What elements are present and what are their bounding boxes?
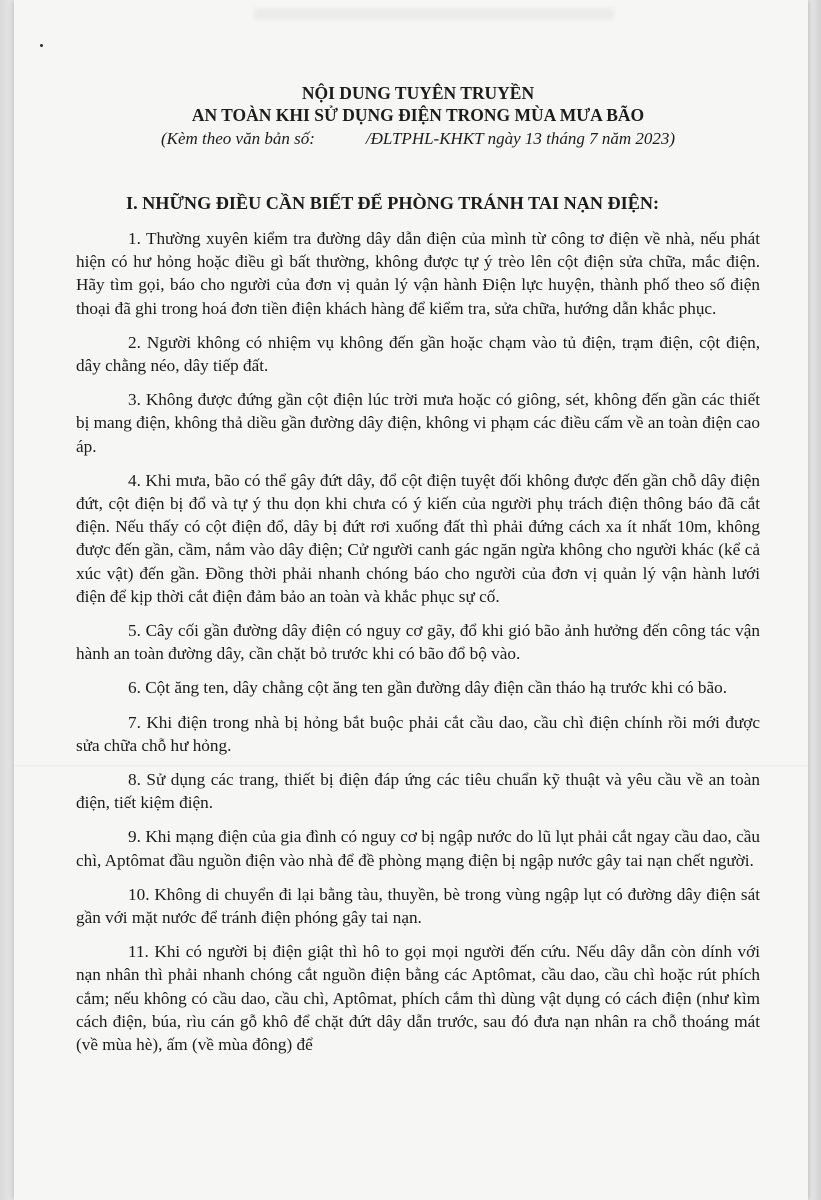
document-title-line2: AN TOÀN KHI SỬ DỤNG ĐIỆN TRONG MÙA MƯA BÃO bbox=[191, 105, 645, 125]
item-list bbox=[76, 227, 760, 1056]
list-item: 4. Khi mưa, bão có thể gây đứt dây, đổ cột điện tuyệt đối không được đến gần chỗ dây điện đứt, cột điện bị đổ và tự ý thu dọn khi chưa có ý kiến của người phụ trách điện thông báo đã cắt điện. Nếu thấy có cột điện đổ, dây bị đứt rơi xuống đất thì phải đứng cách xa ít nhất 10m, không được đến gần, cầm, nắm vào dây điện; Cử người canh gác ngăn ngừa không cho người khác (kể cả xúc vật) đến gần. Đồng thời phải nhanh chóng báo cho người của đơn vị quản lý vận hành lưới điện để kịp thời cắt điện đảm bảo an toàn và khắc phục sự cố. bbox=[76, 470, 760, 606]
list-item: 6. Cột ăng ten, dây chằng cột ăng ten gần đường dây điện cần tháo hạ trước khi có bão. bbox=[128, 678, 728, 698]
section-heading: I. NHỮNG ĐIỀU CẦN BIẾT ĐỂ PHÒNG TRÁNH TAI NẠN ĐIỆN: bbox=[126, 193, 660, 213]
list-item: 10. Không di chuyển đi lại bằng tàu, thuyền, bè trong vùng ngập lụt có đường dây điện sát gần với mặt nước để tránh điện phóng gây tai nạn. bbox=[76, 884, 760, 928]
list-item: 1. Thường xuyên kiểm tra đường dây dẫn điện của mình từ công tơ điện về nhà, nếu phát hiện có hư hỏng hoặc điều gì bất thường, không được tự ý trèo lên cột điện sửa chữa, mắc điện. Hãy tìm gọi, báo cho người của đơn vị quản lý vận hành Điện lực huyện, thành phố theo số điện thoại đã ghi trong hoá đơn tiền điện khách hàng để kiểm tra, sửa chữa, hướng dẫn khắc phục. bbox=[76, 229, 760, 318]
document-title-line1: NỘI DUNG TUYÊN TRUYỀN bbox=[301, 83, 535, 103]
paper-bleed-through bbox=[254, 8, 614, 20]
list-item: 9. Khi mạng điện của gia đình có nguy cơ bị ngập nước do lũ lụt phải cắt ngay cầu dao, cầu chì, Aptômat đầu nguồn điện vào nhà để đề phòng mạng điện bị ngập nước gây tai nạn chết người. bbox=[76, 827, 760, 870]
list-item: 3. Không được đứng gần cột điện lúc trời mưa hoặc có giông, sét, không đến gần các thiết bị mang điện, không thả diều gần đường dây điện, không vi phạm các điều cấm về an toàn điện cao áp. bbox=[76, 390, 760, 456]
list-item: 2. Người không có nhiệm vụ không đến gần hoặc chạm vào tủ điện, trạm điện, cột điện, dây chằng néo, dây tiếp đất. bbox=[76, 332, 760, 376]
list-item: 7. Khi điện trong nhà bị hỏng bắt buộc phải cắt cầu dao, cầu chì điện chính rồi mới được sửa chữa chỗ hư hỏng. bbox=[76, 712, 760, 755]
list-item: 5. Cây cối gần đường dây điện có nguy cơ gãy, đổ khi gió bão ảnh hưởng đến công tác vận hành an toàn đường dây, cần chặt bỏ trước khi có bão đổ bộ vào. bbox=[76, 621, 760, 664]
list-item: 11. Khi có người bị điện giật thì hô to gọi mọi người đến cứu. Nếu dây dẫn còn dính với nạn nhân thì phải nhanh chóng cắt nguồn điện bằng các Aptômat, cầu dao, cầu chì hoặc rút phích cắm; nếu không có cầu dao, cầu chì, Aptômat, phích cắm thì dùng vật dụng có cách điện (như kìm cách điện, búa, rìu cán gỗ khô để chặt đứt dây dẫn trước, sau đó đưa nạn nhân ra chỗ thoáng mát (về mùa hè), ấm (về mùa đông) để bbox=[76, 942, 760, 1055]
list-item: 8. Sử dụng các trang, thiết bị điện đáp ứng các tiêu chuẩn kỹ thuật và yêu cầu về an toàn điện, tiết kiệm điện. bbox=[76, 770, 760, 813]
document-content bbox=[76, 82, 760, 1056]
attachment-note: (Kèm theo văn bản số: /ĐLTPHL-KHKT ngày 13 tháng 7 năm 2023) bbox=[160, 129, 676, 148]
paper-speck bbox=[40, 44, 43, 47]
